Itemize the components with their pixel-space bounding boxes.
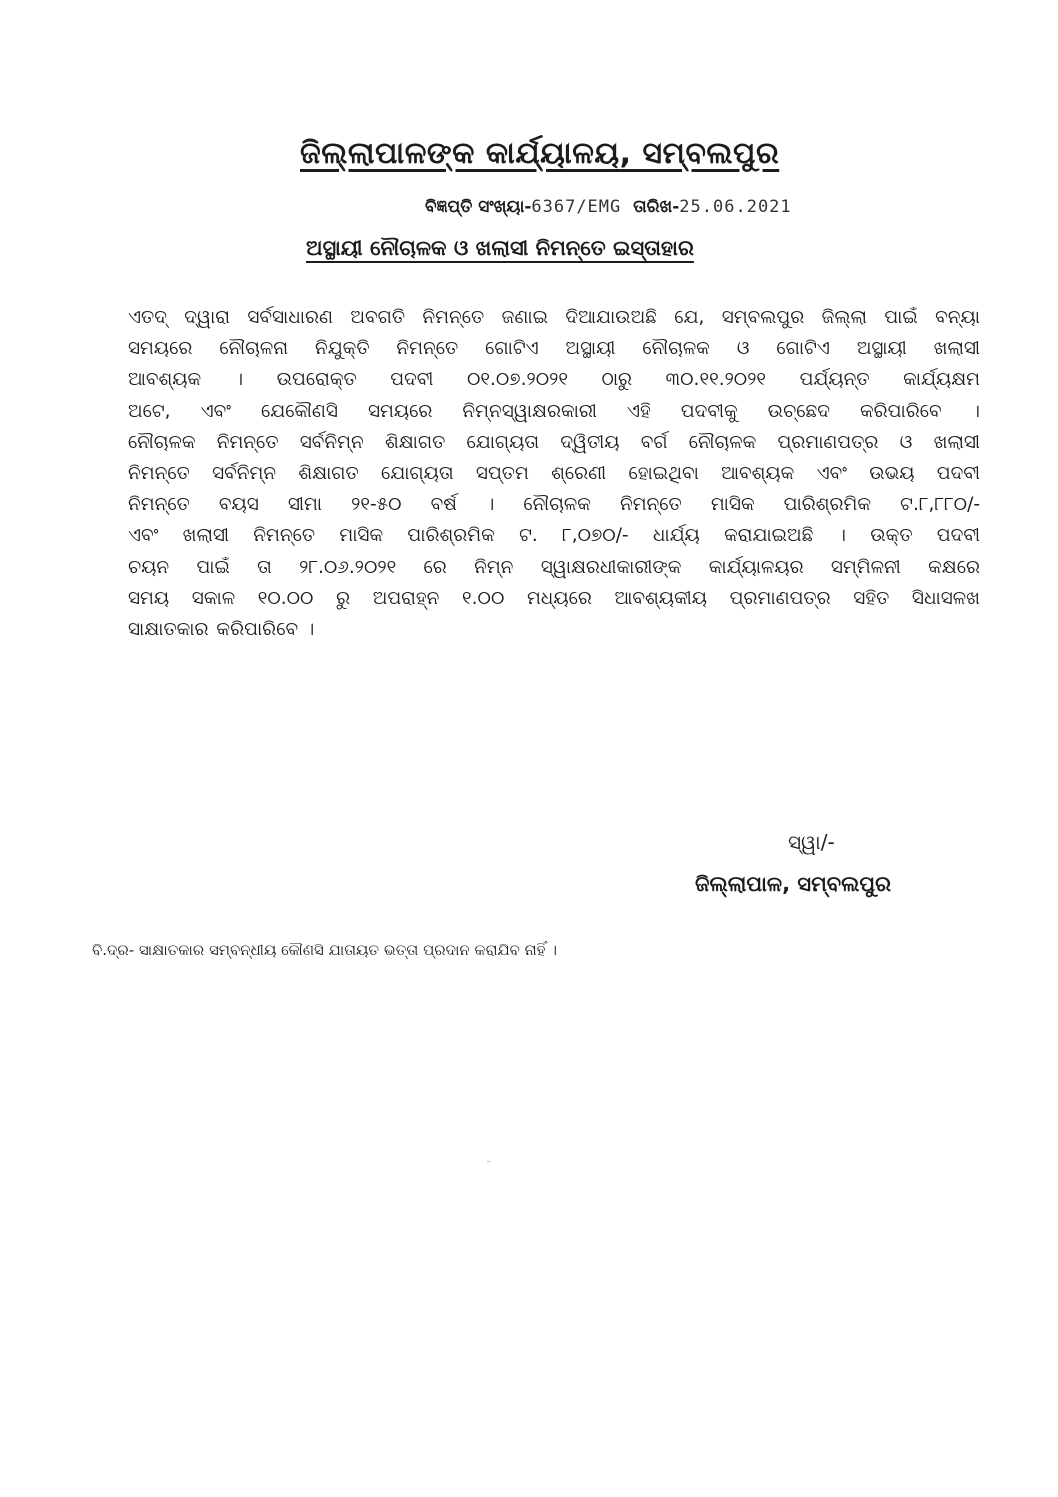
footnote: ବି.ଦ୍ର- ସାକ୍ଷାତକାର ସମ୍ବନ୍ଧୀୟ କୌଣସି ଯାତାୟତ ଭତ୍ତା ପ୍ରଦାନ କରାଯିବ ନାହିଁ । xyxy=(92,941,557,959)
date-label: ତାରିଖ- xyxy=(633,197,680,217)
office-title: ଜିଲ୍ଲାପାଳଙ୍କ କାର୍ଯ୍ୟାଳୟ, ସମ୍ବଲପୁର xyxy=(300,136,780,171)
notice-reference-line xyxy=(425,197,792,217)
notice-number: 6367/EMG xyxy=(531,197,622,217)
body-line: ଆବଶ୍ୟକ । ଉପରୋକ୍ତ ପଦବୀ ୦୧.୦୭.୨୦୨୧ ଠାରୁ ୩୦.୧୧.୨୦୨୧ ପର୍ଯ୍ୟନ୍ତ କାର୍ଯ୍ୟକ୍ଷମ xyxy=(128,369,980,391)
signatory-designation: ଜିଲ୍ଲାପାଳ, ସମ୍ବଲପୁର xyxy=(695,872,891,896)
body-line: ସମୟ ସକାଳ ୧୦.୦୦ ରୁ ଅପରାହ୍ନ ୧.୦୦ ମଧ୍ୟରେ ଆବଶ୍ୟକୀୟ ପ୍ରମାଣପତ୍ର ସହିତ ସିଧାସଳଖ xyxy=(128,587,980,609)
scan-speck xyxy=(487,1161,490,1162)
notice-body xyxy=(128,302,980,645)
body-line: ନିମନ୍ତେ ବୟସ ସୀମା ୨୧-୫୦ ବର୍ଷ । ନୌଚାଳକ ନିମନ୍ତେ ମାସିକ ପାରିଶ୍ରମିକ ଟ.୮,୮୮୦/- xyxy=(128,494,980,516)
body-line: ଅଟେ, ଏବଂ ଯେକୌଣସି ସମୟରେ ନିମ୍ନସ୍ୱାକ୍ଷରକାରୀ ଏହି ପଦବୀକୁ ଉଚ୍ଛେଦ କରିପାରିବେ । xyxy=(128,400,980,422)
signature-mark: ସ୍ୱା/- xyxy=(788,830,835,854)
notice-date: 25.06.2021 xyxy=(679,197,792,217)
notice-subject: ଅସ୍ଥାୟୀ ନୌଚାଳକ ଓ ଖଲାସୀ ନିମନ୍ତେ ଇସ୍ତାହାର xyxy=(306,236,694,260)
notice-number-label: ବିଜ୍ଞପ୍ତି ସଂଖ୍ୟା- xyxy=(425,197,532,217)
body-line: ଏତଦ୍ ଦ୍ୱାରା ସର୍ବସାଧାରଣ ଅବଗତି ନିମନ୍ତେ ଜଣାଇ ଦିଆଯାଉଅଛି ଯେ, ସମ୍ବଲପୁର ଜିଲ୍ଲା ପାଇଁ ବନ୍ୟା xyxy=(128,307,980,328)
body-line: ନୌଚାଳକ ନିମନ୍ତେ ସର୍ବନିମ୍ନ ଶିକ୍ଷାଗତ ଯୋଗ୍ୟତା ଦ୍ୱିତୀୟ ବର୍ଗ ନୌଚାଳକ ପ୍ରମାଣପତ୍ର ଓ ଖଲାସୀ xyxy=(128,431,980,453)
body-line: ସମୟରେ ନୌଚାଳନା ନିଯୁକ୍ତି ନିମନ୍ତେ ଗୋଟିଏ ଅସ୍ଥାୟୀ ନୌଚାଳକ ଓ ଗୋଟିଏ ଅସ୍ଥାୟୀ ଖଲାସୀ xyxy=(128,338,980,360)
body-line: ନିମନ୍ତେ ସର୍ବନିମ୍ନ ଶିକ୍ଷାଗତ ଯୋଗ୍ୟତା ସପ୍ତମ ଶ୍ରେଣୀ ହୋଇଥିବା ଆବଶ୍ୟକ ଏବଂ ଉଭୟ ପଦବୀ xyxy=(128,463,980,485)
body-line: ଚୟନ ପାଇଁ ତା ୨୮.୦୬.୨୦୨୧ ରେ ନିମ୍ନ ସ୍ୱାକ୍ଷରଧୀକାରୀଙ୍କ କାର୍ଯ୍ୟାଳୟର ସମ୍ମିଳନୀ କକ୍ଷରେ xyxy=(128,556,980,578)
body-line: ଏବଂ ଖଲାସୀ ନିମନ୍ତେ ମାସିକ ପାରିଶ୍ରମିକ ଟ. ୮,୦୭୦/- ଧାର୍ଯ୍ୟ କରାଯାଇଅଛି । ଉକ୍ତ ପଦବୀ xyxy=(128,525,980,547)
body-line: ସାକ୍ଷାତକାର କରିପାରିବେ । xyxy=(128,619,315,641)
